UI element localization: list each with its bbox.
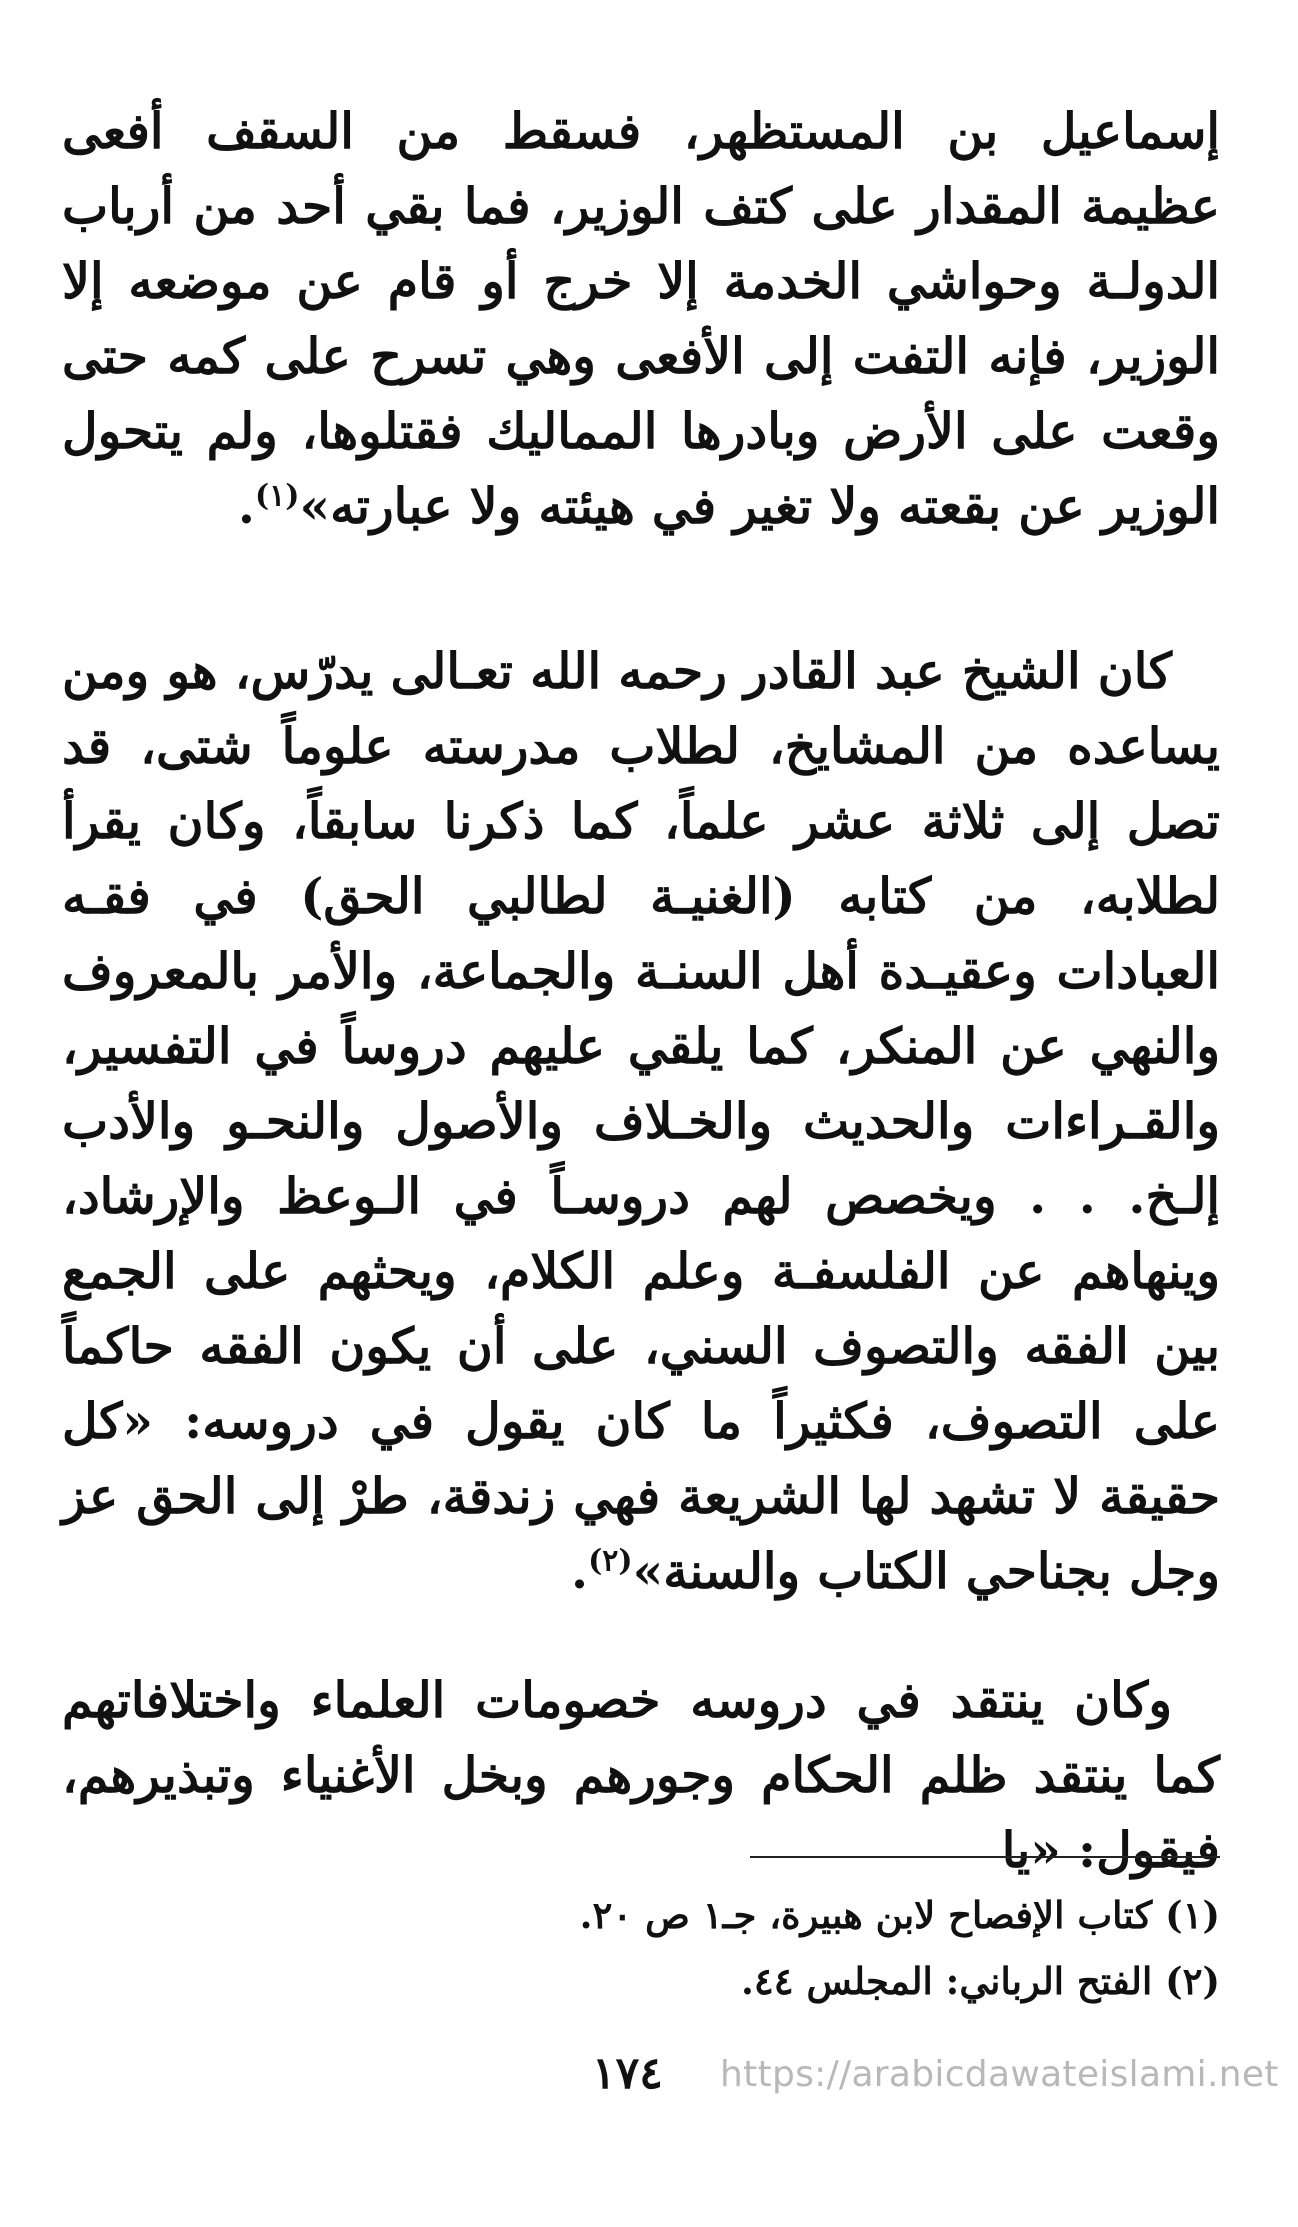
footnotes [62, 1882, 1220, 2014]
body-text-3 [62, 1663, 1220, 1888]
page-number: ١٧٤ [592, 2048, 663, 2099]
paragraph-1 [62, 94, 1220, 544]
paragraph-1-text: إسماعيل بن المستظهر، فسقط من السقف أفعى عظيمة المقدار على كتف الوزير، فما بقي أحد من أرباب الدولـة وحواشي الخدمة إلا خرج أو قام عن موضعه إلا الوزير، فإنه التفت إلى الأفعى وهي تسرح على كمه حتى وقعت على الأرض وبادرها المماليك فقتلوها، ولم يتحول الوزير عن بقعته ولا تغير في هيئته ولا عبارته» [62, 102, 1220, 535]
paragraph-3 [62, 1663, 1220, 1888]
paragraph-2-text: كان الشيخ عبد القادر رحمه الله تعـالى يدرّس، هو ومن يساعده من المشايخ، لطلاب مدرسته علوماً شتى، قد تصل إلى ثلاثة عشر علماً، كما ذكرنا سابقاً، وكان يقرأ لطلابه، من كتابه (الغنيـة لطالبي الحق) في فقـه العبادات وعقيـدة أهل السنـة والجماعة، والأمر بالمعروف والنهي عن المنكر، كما يلقي عليهم دروساً في التفسير، والقـراءات والحديث والخـلاف والأصول والنحـو والأدب إلـخ. . . ويخصص لهم دروسـاً في الـوعظ والإرشاد، وينهاهم عن الفلسفـة وعلم الكلام، ويحثهم على الجمع بين الفقه والتصوف السني، على أن يكون الفقه حاكماً على التصوف، فكثيراً ما كان يقول في دروسه: «كل حقيقة لا تشهد لها الشريعة فهي زندقة، طرْ إلى الحق عز وجل بجناحي الكتاب والسنة» [62, 642, 1220, 1600]
footnote-2: (٢) الفتح الرباني: المجلس ٤٤. [741, 1959, 1220, 2003]
paragraph-2-end: . [571, 1542, 589, 1600]
footnote-1: (١) كتاب الإفصاح لابن هبيرة، جـ١ ص ٢٠. [579, 1893, 1220, 1937]
footnote-ref-1: (١) [254, 478, 300, 514]
watermark-url: https://arabicdawateislami.net [720, 2054, 1279, 2095]
footnote-ref-2: (٢) [588, 1543, 633, 1579]
paragraph-3-text: وكان ينتقد في دروسه خصومات العلماء واختلافاتهم كما ينتقد ظلم الحكام وجورهم وبخل الأغنياء وتبذيرهم، فيقول: «يا [62, 1671, 1220, 1879]
paragraph-2 [62, 634, 1220, 1609]
body-text-2 [62, 634, 1220, 1609]
body-text [62, 94, 1220, 544]
footnote-separator [750, 1856, 1220, 1858]
paragraph-1-end: . [237, 477, 255, 535]
